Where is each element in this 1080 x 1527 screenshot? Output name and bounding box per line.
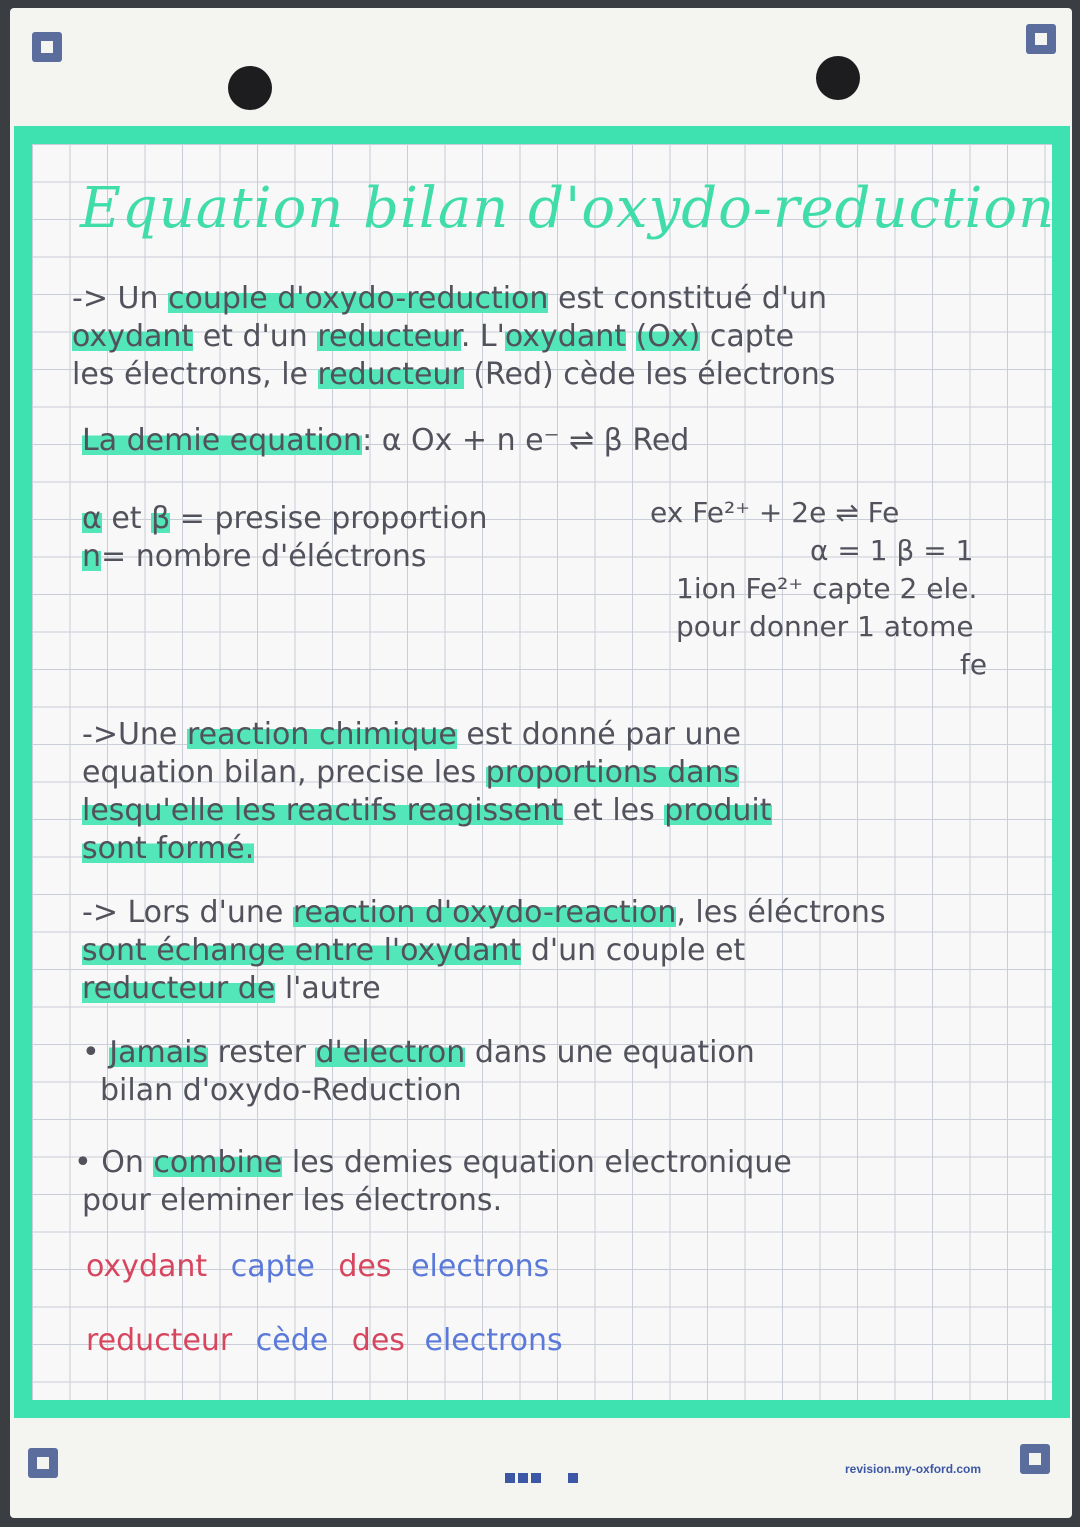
text: les électrons, le (72, 357, 318, 392)
corner-marker-icon (1026, 24, 1056, 54)
example-line: ex Fe²⁺ + 2e ⇌ Fe (650, 496, 900, 529)
legend-word: cède (255, 1323, 329, 1358)
text: ->Une (82, 717, 187, 752)
definitions (82, 500, 487, 576)
highlight: β (151, 501, 171, 536)
highlight: sont échange entre l'oxydant (82, 933, 522, 968)
highlight: couple d'oxydo-reduction (168, 281, 549, 316)
text: . L' (460, 319, 505, 354)
bullet-combine (74, 1144, 1064, 1220)
legend-word: capte (230, 1249, 315, 1284)
paragraph-oxydo-reaction (82, 894, 1072, 1008)
legend-reducteur (86, 1322, 563, 1360)
text: d'un couple et (521, 933, 746, 968)
text: et les (563, 793, 665, 828)
corner-marker-icon (1020, 1444, 1050, 1474)
example-fe (650, 494, 1050, 684)
notebook-page (10, 8, 1072, 1518)
text: -> Lors d'une (82, 895, 293, 930)
highlight: reaction d'oxydo-reaction (292, 895, 677, 930)
text: = nombre d'éléctrons (101, 539, 427, 574)
example-line: 1ion Fe²⁺ capte 2 ele. (676, 572, 978, 605)
text: Un (107, 281, 169, 316)
text: On (101, 1145, 154, 1180)
text: = presise proportion (170, 501, 488, 536)
bullet-icon: • (82, 1035, 100, 1070)
highlight: Jamais (109, 1035, 209, 1070)
highlight: oxydant (504, 319, 627, 354)
legend-word: electrons (424, 1323, 563, 1358)
highlight: α (82, 501, 102, 536)
highlight: sont formé. (82, 831, 255, 866)
legend-word: oxydant (86, 1249, 208, 1284)
highlight: oxydant (72, 319, 194, 354)
text: et d'un (193, 319, 318, 354)
footer-logo-icon (505, 1468, 581, 1478)
legend-word: reducteur (86, 1323, 233, 1358)
highlight: lesqu'elle les reactifs reagissent (82, 793, 564, 828)
text: pour eleminer les électrons. (82, 1183, 503, 1218)
text: est constitué d'un (548, 281, 828, 316)
highlight: La demie equation (82, 423, 363, 458)
highlight: reducteur (317, 319, 461, 354)
text: est donné par une (456, 717, 741, 752)
highlight: n (82, 539, 102, 574)
bullet-jamais (82, 1034, 1062, 1110)
highlight: d'electron (315, 1035, 466, 1070)
text: les demies equation electronique (282, 1145, 792, 1180)
highlight: (Ox) (635, 319, 701, 354)
text: l'autre (275, 971, 381, 1006)
highlight: proportions dans (485, 755, 740, 790)
paragraph-couple (72, 280, 1062, 394)
text (626, 319, 636, 354)
paragraph-reaction (82, 716, 1062, 868)
demi-equation (82, 422, 689, 460)
legend-word: electrons (411, 1249, 550, 1284)
binder-hole (816, 56, 860, 100)
corner-marker-icon (28, 1448, 58, 1478)
example-line: α = 1 β = 1 (810, 534, 974, 567)
text: equation bilan, precise les (82, 755, 486, 790)
text: rester (208, 1035, 316, 1070)
binder-hole (228, 66, 272, 110)
text: , les éléctrons (676, 895, 886, 930)
arrow: -> (72, 281, 108, 316)
example-line: fe (960, 648, 988, 681)
footer-url: revision.my-oxford.com (845, 1462, 982, 1476)
equation: : α Ox + n e⁻ ⇌ β Red (362, 423, 690, 458)
page-title: Equation bilan d'oxydo-reduction (80, 176, 1056, 241)
text: et (101, 501, 152, 536)
text: bilan d'oxydo-Reduction (100, 1073, 462, 1108)
legend-word: des (338, 1249, 392, 1284)
corner-marker-icon (32, 32, 62, 62)
bullet-icon: • (74, 1145, 92, 1180)
highlight: combine (153, 1145, 283, 1180)
highlight: reducteur de (82, 971, 276, 1006)
text: capte (700, 319, 795, 354)
highlight: produit (664, 793, 772, 828)
highlight: reducteur (317, 357, 464, 392)
legend-word: des (351, 1323, 405, 1358)
example-line: pour donner 1 atome (676, 610, 974, 643)
text: (Red) cède les électrons (463, 357, 836, 392)
highlight: reaction chimique (186, 717, 457, 752)
legend-oxydant (86, 1248, 549, 1286)
text: dans une equation (465, 1035, 755, 1070)
